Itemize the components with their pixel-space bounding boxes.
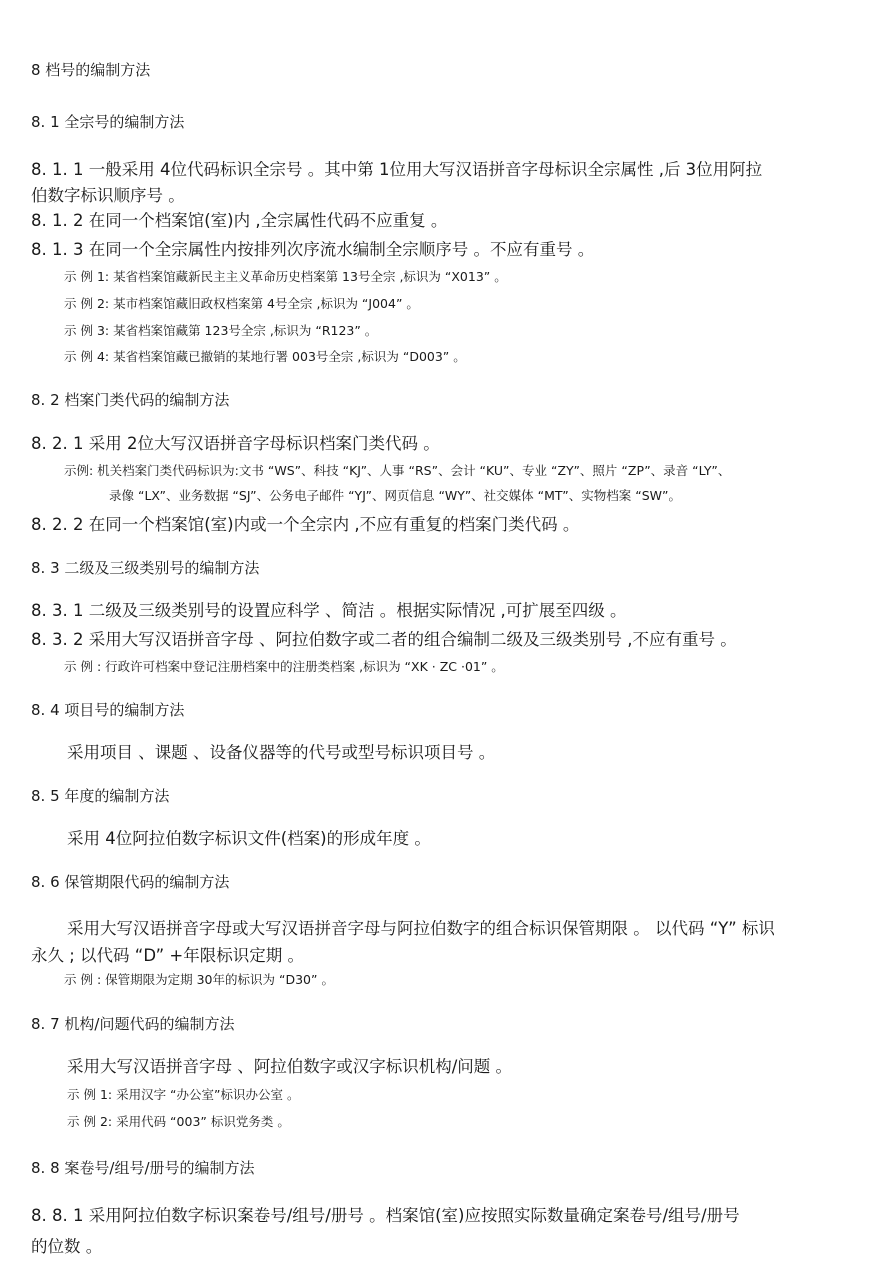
clause-text: 8. 8. 1 采用阿拉伯数字标识案卷号/组号/册号 。档案馆(室)应按照实际数量确定案卷号/组号/册号: [31, 1206, 740, 1225]
clause-text: 永久 ; 以代码 “D” +年限标识定期 。: [31, 946, 304, 965]
example-text: 示 例 : 保管期限为定期 30年的标识为 “D30” 。: [64, 972, 334, 987]
example-text: 示 例 2: 某市档案馆藏旧政权档案第 4号全宗 ,标识为 “J004” 。: [64, 296, 419, 311]
example-continuation: 录像 “LX”、业务数据 “SJ”、公务电子邮件 “YJ”、网页信息 “WY”、社交媒体 “MT”、实物档案 “SW”。: [109, 488, 681, 503]
clause-text: 8. 3. 2 采用大写汉语拼音字母 、阿拉伯数字或二者的组合编制二级及三级类别号 ,不应有重号 。: [31, 630, 737, 649]
example-text: 示 例 4: 某省档案馆藏已撤销的某地行署 003号全宗 ,标识为 “D003” 。: [64, 349, 466, 364]
example-text: 示 例 1: 采用汉字 “办公室”标识办公室 。: [67, 1087, 300, 1102]
paragraph-text: 采用项目 、课题 、设备仪器等的代号或型号标识项目号 。: [67, 743, 496, 762]
section-heading: 8. 2 档案门类代码的编制方法: [31, 391, 230, 409]
example-text: 示例: 机关档案门类代码标识为:文书 “WS”、科技 “KJ”、人事 “RS”、会计 “KU”、专业 “ZY”、照片 “ZP”、录音 “LY”、: [64, 463, 731, 478]
section-heading: 8. 3 二级及三级类别号的编制方法: [31, 559, 260, 577]
paragraph-text: 采用大写汉语拼音字母 、阿拉伯数字或汉字标识机构/问题 。: [67, 1057, 513, 1076]
clause-text: 8. 1. 3 在同一个全宗属性内按排列次序流水编制全宗顺序号 。不应有重号 。: [31, 240, 595, 259]
section-heading: 8 档号的编制方法: [31, 61, 151, 79]
clause-text: 的位数 。: [31, 1237, 103, 1256]
example-text: 示 例 3: 某省档案馆藏第 123号全宗 ,标识为 “R123” 。: [64, 323, 378, 338]
example-text: 示 例 : 行政许可档案中登记注册档案中的注册类档案 ,标识为 “XK · ZC ·01” 。: [64, 659, 504, 674]
example-text: 示 例 2: 采用代码 “003” 标识党务类 。: [67, 1114, 290, 1129]
clause-text: 伯数字标识顺序号 。: [31, 186, 185, 205]
clause-text: 8. 2. 1 采用 2位大写汉语拼音字母标识档案门类代码 。: [31, 434, 440, 453]
clause-text: 8. 3. 1 二级及三级类别号的设置应科学 、简洁 。根据实际情况 ,可扩展至四级 。: [31, 601, 627, 620]
clause-text: 8. 1. 1 一般采用 4位代码标识全宗号 。其中第 1位用大写汉语拼音字母标识全宗属性 ,后 3位用阿拉: [31, 160, 763, 179]
example-text: 示 例 1: 某省档案馆藏新民主主义革命历史档案第 13号全宗 ,标识为 “X013” 。: [64, 269, 507, 284]
paragraph-text: 采用 4位阿拉伯数字标识文件(档案)的形成年度 。: [67, 829, 431, 848]
section-heading: 8. 8 案卷号/组号/册号的编制方法: [31, 1159, 255, 1177]
section-heading: 8. 7 机构/问题代码的编制方法: [31, 1015, 235, 1033]
section-heading: 8. 5 年度的编制方法: [31, 787, 170, 805]
paragraph-text: 采用大写汉语拼音字母或大写汉语拼音字母与阿拉伯数字的组合标识保管期限 。 以代码 “Y” 标识: [67, 919, 775, 938]
section-heading: 8. 4 项目号的编制方法: [31, 701, 185, 719]
clause-text: 8. 1. 2 在同一个档案馆(室)内 ,全宗属性代码不应重复 。: [31, 211, 448, 230]
section-heading: 8. 1 全宗号的编制方法: [31, 113, 185, 131]
clause-text: 8. 2. 2 在同一个档案馆(室)内或一个全宗内 ,不应有重复的档案门类代码 。: [31, 515, 580, 534]
section-heading: 8. 6 保管期限代码的编制方法: [31, 873, 230, 891]
